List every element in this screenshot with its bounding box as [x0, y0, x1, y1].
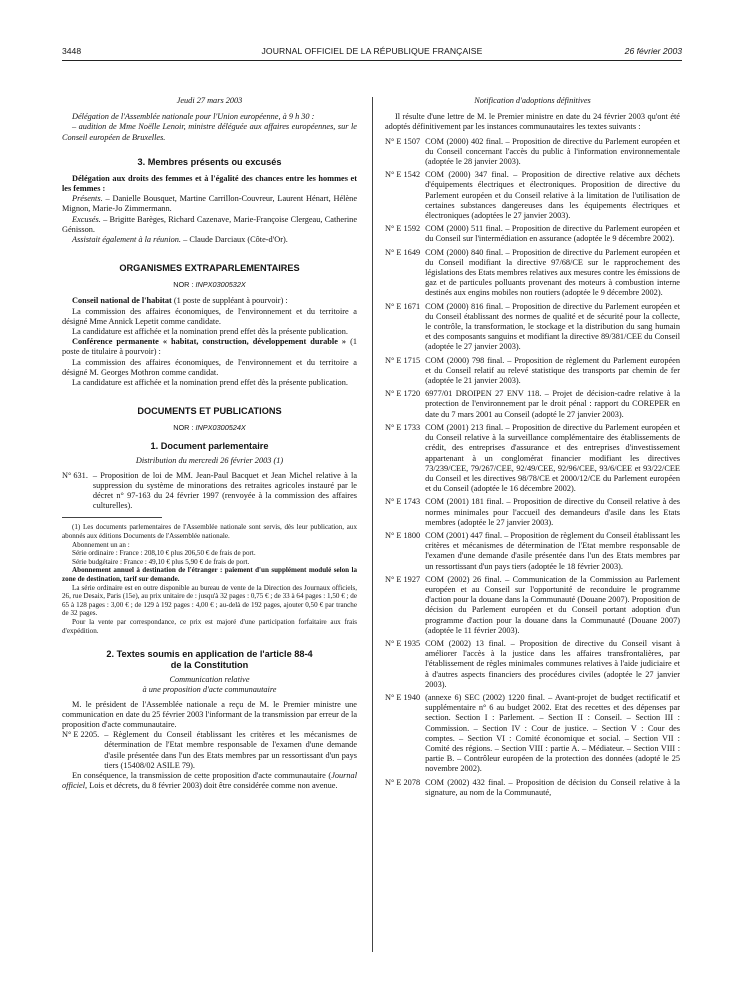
doc-nor-code: INPX0300524X [195, 423, 246, 433]
org-c1-heading [62, 296, 357, 306]
s3-excuse-names: – Brigitte Barèges, Richard Cazenave, Marie-Françoise Clergeau, Catherine Génisson. [62, 214, 357, 234]
item-text: COM (2000) 840 final. – Proposition de directive du Parlement européen et du Conseil modifiant la directive 97/68/CE sur le rapprochement des législations des Etats membres relatives aux mesures contre les émissions de gaz et de particules polluants provenant des moteurs à combustion interne destinés aux engins mobiles non routiers (adoptée le 9 décembre 2002). [425, 247, 680, 298]
notification-intro: Il résulte d'une lettre de M. le Premier ministre en date du 24 février 2003 qu'ont été adoptés définitivement par les instances communautaires les textes suivants : [385, 112, 680, 132]
item-text: COM (2002) 432 final. – Proposition de décision du Conseil relative à la signature, au nom de la Communauté, [425, 777, 680, 797]
list-item [385, 639, 680, 690]
item-number: N° E 1800 [385, 530, 421, 540]
list-item [385, 531, 680, 572]
item-text: COM (2000) 798 final. – Proposition de règlement du Parlement européen et du Conseil relatif au relevé statistique des transports par chemin de fer (adoptée le 21 janvier 2003). [425, 355, 680, 386]
page-number: 3448 [62, 46, 82, 56]
org-c1-title: Conseil national de l'habitat [72, 296, 172, 306]
item-text: COM (2001) 447 final. – Proposition de règlement du Conseil établissant les critères et mécanismes de détermination de l'Etat membre responsable de l'examen d'une demande d'asile présentée dans l'un des Etats membres par un ressortissant d'un pays tiers (adoptée le 18 février 2003). [425, 530, 680, 571]
doc-nor-label: NOR : [173, 423, 196, 433]
s2-subtitle-2: à une proposition d'acte communautaire [142, 685, 277, 695]
list-item [385, 423, 680, 494]
doc1-number: N° 631. [62, 470, 88, 480]
org-c2-p2: La candidature est affichée et la nomination prend effet dès la présente publication. [72, 378, 348, 388]
adoption-list [385, 137, 680, 798]
footnote-3: Série ordinaire : France : 208,10 € plus 206,50 € de frais de port. [72, 549, 256, 558]
list-item [385, 778, 680, 798]
left-column [62, 96, 357, 791]
org-c1-p2: La candidature est affichée et la nomination prend effet dès la présente publication. [72, 327, 348, 337]
s3-present [62, 194, 357, 214]
s2-paragraph-2 [62, 771, 357, 791]
s2-paragraph-1: M. le président de l'Assemblée nationale a reçu de M. le Premier ministre une communication en date du 25 février 2003 l'informant de la transmission par erreur de la proposition d'acte communautaire. [62, 699, 357, 730]
s2-subtitle-1: Communication relative [169, 675, 250, 685]
org-c1-rest: (1 poste de suppléant à pourvoir) : [171, 296, 288, 306]
item-number: N° E 1743 [385, 497, 421, 507]
item-number: N° E 1927 [385, 574, 421, 584]
item-number: N° E 1592 [385, 224, 421, 234]
s2-title-line1: 2. Textes soumis en application de l'article 88-4 [106, 649, 313, 660]
s3-delegation: Délégation aux droits des femmes et à l'égalité des chances entre les hommes et les femmes : [62, 173, 357, 194]
doc1-text: – Proposition de loi de MM. Jean-Paul Bacquet et Jean Michel relative à la suppression du système de minorations des retraites agricoles instauré par le décret n° 97-163 du 24 février 1997 (renvoyée à la commission des affaires culturelles). [92, 470, 357, 511]
item-text: COM (2002) 26 final. – Communication de la Commission au Parlement européen et au Conseil sur l'opportunité de reconduire le programme d'action pour la douane dans la Communauté (Douane 2007). Proposition de décision du Parlement européen et du Conseil portant adoption d'un programme d'action pour la douane dans la Communauté (Douane 2007) (adoptée le 11 février 2003). [425, 574, 680, 635]
list-item [385, 356, 680, 387]
s3-assist-names: – Claude Darciaux (Côte-d'Or). [181, 235, 288, 245]
item-text: COM (2000) 511 final. – Proposition de directive du Parlement européen et du Conseil sur l'intermédiation en assurance (adoptée le 9 décembre 2002). [425, 224, 680, 244]
item-text: COM (2002) 13 final. – Proposition de directive du Conseil visant à améliorer l'accès à la justice dans les affaires transfrontalières, par l'établissement de règles minimales communes relatives à l'aide judiciaire et à d'autres aspects financiers des procédures civiles (adoptée le 27 janvier 2003). [425, 638, 680, 689]
org-c2-p1: La commission des affaires économiques, de l'environnement et du territoire a désigné M. Georges Mothron comme candidat. [62, 357, 357, 377]
journal-title: JOURNAL OFFICIEL DE LA RÉPUBLIQUE FRANÇAISE [261, 46, 483, 56]
column-divider [372, 97, 373, 952]
item-number: N° E 1733 [385, 422, 421, 432]
footnote [62, 523, 357, 635]
item-text: COM (2001) 181 final. – Proposition de directive du Conseil relative à des normes minimales pour l'accueil des demandeurs d'asile dans les Etats membres (adoptée le 27 janvier 2003). [425, 497, 680, 527]
footnote-rule [62, 517, 162, 518]
footnote-2: Abonnement un an : [72, 540, 130, 549]
item-number: N° E 1935 [385, 638, 421, 648]
item-number: N° E 1507 [385, 136, 421, 146]
item-text: COM (2000) 347 final. – Proposition de directive relative aux déchets d'équipements électriques et électroniques. Proposition de directive du Parlement européen et du Conseil relative à la limitation de l'utilisation de certaines substances dangereuses dans les équipements électriques et électroniques (adoptées le 27 janvier 2003). [425, 170, 680, 221]
doc1-title: 1. Document parlementaire [150, 441, 269, 452]
footnote-4: Série budgétaire : France : 49,10 € plus 5,90 € de frais de port. [72, 557, 250, 566]
delegation-line: Délégation de l'Assemblée nationale pour l'Union européenne, à 9 h 30 : [72, 112, 315, 122]
item-number: N° E 2078 [385, 777, 421, 787]
org-nor-label: NOR : [173, 280, 196, 290]
item-text: (annexe 6) SEC (2002) 1220 final. – Avant-projet de budget rectificatif et supplémentaire n° 6 au budget 2002. Etat des recettes et des dépenses par section. Section I : Parlement. – Section II : Conseil. – Section III : Commission. – Section IV : Cour de justice. – Section V : Cour des comptes. – Section VI : Comité économique et social. – Section VII : Comité des régions. – Section VIII : partie A. – Médiateur. – Section VIII : partie B. – Contrôleur européen de la protection des données (adopté le 25 novembre 2002). [425, 692, 680, 774]
item-number: N° E 1720 [385, 389, 421, 399]
s2-p2-journal: Journal officiel, [62, 771, 357, 791]
org-c2-title: Conférence permanente « habitat, construction, développement durable » [72, 337, 347, 347]
s3-excuse [62, 215, 357, 235]
documents-nor [62, 423, 357, 433]
header-rule [62, 60, 682, 61]
org-nor-code: INPX0300532X [195, 280, 246, 290]
documents-title: DOCUMENTS ET PUBLICATIONS [137, 406, 282, 417]
audition-line: – audition de Mme Noëlle Lenoir, ministre déléguée aux affaires européennes, sur le Conseil européen de Bruxelles. [62, 122, 357, 142]
footnote-6: La série ordinaire est en outre disponible au bureau de vente de la Direction des Journaux officiels, 26, rue Desaix, Paris (15e), au prix unitaire de : jusqu'à 32 pages : 0,75 € ; de 33 à 64 pages : 1,50 € ; de 65 à 128 pages : 3,00 € ; de 129 à 192 pages : 4,00 € ; au-delà de 192 pages, ajouter 0,50 € par tranche de 32 pages. [62, 583, 357, 618]
s2-number: N° E 2205. [62, 730, 100, 740]
organismes-nor [62, 280, 357, 290]
org-c1-p1: La commission des affaires économiques, de l'environnement et du territoire a désigné Mme Annick Lepetit comme candidate. [62, 306, 357, 326]
item-number: N° E 1715 [385, 355, 421, 365]
item-text: COM (2000) 402 final. – Proposition de directive du Parlement européen et du Conseil concernant l'accès du public à l'information environnementale (adoptée le 28 janvier 2003). [425, 136, 680, 167]
s3-present-names: – Danielle Bousquet, Martine Carrillon-Couvreur, Laurent Hénart, Hélène Mignon, Marie-Jo Zimmermann. [62, 194, 357, 214]
list-item [385, 137, 680, 168]
item-number: N° E 1649 [385, 247, 421, 257]
s3-excuse-label: Excusés. [72, 214, 101, 224]
s2-text: – Règlement du Conseil établissant les critères et les mécanismes de détermination de l'Etat membre responsable de l'examen d'une demande d'asile présentée dans l'un des Etats membres par un ressortissant d'un pays tiers (15408/02 ASILE 79). [104, 730, 357, 770]
s2-title-line2: de la Constitution [170, 660, 249, 671]
list-item [385, 302, 680, 353]
doc1-entry [62, 471, 357, 512]
organismes-title: ORGANISMES EXTRAPARLEMENTAIRES [119, 263, 300, 274]
item-text: COM (2001) 213 final. – Proposition de directive du Parlement européen et du Conseil relative à la surveillance complémentaire des établissements de crédit, des entreprises d'assurance et des entreprises d'investissement appartenant à un conglomérat financier modifiant les directives 73/239/CEE, 79/267/CEE, 92/49/CEE, 92/96/CEE, 93/6/CEE et 93/22/CEE du Conseil et les directives 98/78/CE et 2000/12/CE du Parlement européen et du Conseil (adoptée le 16 décembre 2002). [425, 422, 680, 494]
item-text: COM (2000) 816 final. – Proposition de directive du Parlement européen et du Conseil établissant des normes de qualité et de sécurité pour la collecte, le contrôle, la transformation, le stockage et la distribution du sang humain et des composants sanguins et modifiant la directive 89/381/CEE du Conseil (adoptée le 27 janvier 2003). [425, 301, 680, 352]
s2-p2-b: Lois et décrets, du 8 février 2003) doit être considérée comme non avenue. [87, 781, 338, 791]
org-c2-rest: (1 poste de titulaire à pourvoir) : [62, 337, 357, 357]
list-item [385, 224, 680, 244]
right-column [385, 96, 680, 801]
footnote-5: Abonnement annuel à destination de l'étranger : paiement d'un supplément modulé selon la zone de destination, tarif sur demande. [62, 566, 357, 584]
footnote-7: Pour la vente par correspondance, ce prix est majoré d'une participation forfaitaire aux frais d'expédition. [62, 618, 357, 635]
list-item [385, 389, 680, 420]
page-header [62, 46, 682, 60]
list-item [385, 248, 680, 299]
session-date: Jeudi 27 mars 2003 [176, 96, 243, 105]
list-item [385, 170, 680, 221]
item-number: N° E 1542 [385, 170, 421, 180]
org-c2-heading [62, 337, 357, 357]
issue-date: 26 février 2003 [624, 46, 682, 56]
s3-assist-label: Assistait également à la réunion. [72, 235, 182, 245]
list-item [385, 693, 680, 775]
item-number: N° E 1671 [385, 301, 421, 311]
s2-entry [62, 730, 357, 771]
s2-p2-a: En conséquence, la transmission de cette proposition d'acte communautaire ( [72, 771, 332, 781]
list-item [385, 575, 680, 636]
footnote-1: (1) Les documents parlementaires de l'Assemblée nationale sont servis, dès leur publication, aux abonnés aux éditions Documents de l'Assemblée nationale. [62, 523, 357, 541]
item-text: 6977/01 DROIPEN 27 ENV 118. – Projet de décision-cadre relative à la protection de l'environnement par le droit pénal : rapport du COREPER en date du 7 mars 2001 au Conseil (adopté le 27 janvier 2003). [425, 389, 680, 419]
s3-present-label: Présents. [72, 194, 103, 204]
section-3-title: 3. Membres présents ou excusés [137, 156, 282, 167]
list-item [385, 497, 680, 528]
doc1-subtitle: Distribution du mercredi 26 février 2003 (1) [135, 456, 284, 466]
item-number: N° E 1940 [385, 692, 421, 702]
s3-assist [62, 235, 357, 245]
notification-title: Notification d'adoptions définitives [474, 96, 591, 105]
